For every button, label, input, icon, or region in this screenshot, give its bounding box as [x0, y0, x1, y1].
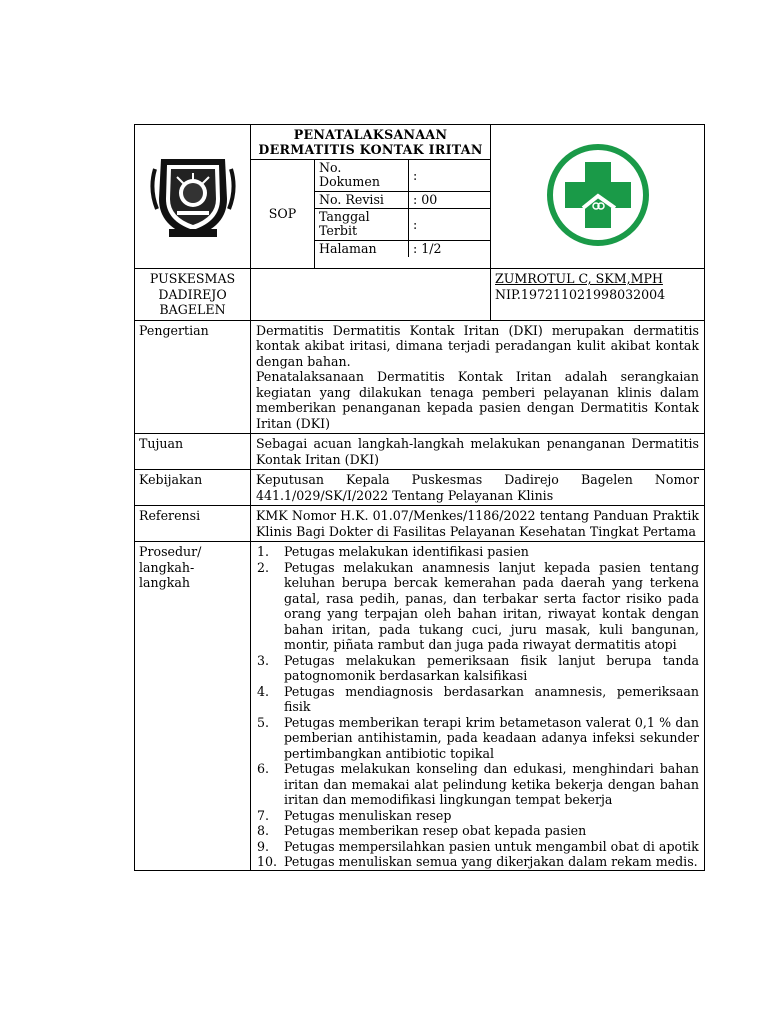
step-number: 4. [257, 683, 270, 699]
prosedur-steps [251, 542, 705, 871]
step-number: 7. [257, 807, 270, 823]
issue-date-label: Tanggal Terbit [315, 209, 409, 241]
list-item [253, 761, 699, 808]
page-value: : 1/2 [409, 241, 491, 258]
sop-table [134, 124, 705, 871]
list-item [253, 715, 699, 762]
green-cross-logo-icon [543, 140, 653, 250]
issue-date-value: : [409, 209, 491, 241]
steps-list [253, 544, 699, 870]
step-number: 5. [257, 714, 270, 730]
step-number: 9. [257, 838, 270, 854]
step-text: Petugas mendiagnosis berdasarkan anamnesis, pemeriksaan fisik [284, 683, 700, 714]
step-text: Petugas memberikan resep obat kepada pasien [284, 823, 587, 838]
revision-label: No. Revisi [315, 192, 409, 209]
coat-of-arms-icon [147, 149, 239, 241]
step-number: 1. [257, 544, 270, 559]
referensi-text: KMK Nomor H.K. 01.07/Menkes/1186/2022 tentang Panduan Praktik Klinis Bagi Dokter di Fasilitas Pelayanan Kesehatan Tingkat Pertama [251, 506, 705, 542]
step-text: Petugas menuliskan resep [284, 807, 452, 823]
signer-nip: NIP.197211021998032004 [495, 286, 666, 302]
kebijakan-text: Keputusan Kepala Puskesmas Dadirejo Bagelen Nomor 441.1/029/SK/I/2022 Tentang Pelayanan Klinis [251, 470, 705, 506]
pengertian-label: Pengertian [135, 320, 251, 434]
step-text: Petugas melakukan pemeriksaan fisik lanjut berupa tanda patognomonik berdasarkan kalsifikasi [284, 652, 700, 683]
step-text: Petugas memberikan terapi krim betametason valerat 0,1 % dan pemberian antihistamin, pada keadaan adanya infeksi sekunder pertimbangkan antibiotic topikal [284, 714, 700, 761]
doc-number-label: No. Dokumen [315, 160, 409, 192]
left-logo-cell [135, 125, 251, 269]
pengertian-paragraph-1: Dermatitis Dermatitis Kontak Iritan (DKI) merupakan dermatitis kontak akibat iritasi, dimana terjadi peradangan kulit akibat kontak dengan bahan. [256, 322, 700, 369]
list-item [253, 684, 699, 715]
list-item [253, 839, 699, 855]
sop-label: SOP [251, 160, 315, 269]
blank-cell [251, 269, 491, 321]
referensi-label: Referensi [135, 506, 251, 542]
list-item [253, 560, 699, 653]
prosedur-label: Prosedur/ langkah-langkah [135, 542, 251, 871]
document-info-table [315, 160, 490, 257]
institution-name: PUSKESMAS DADIREJO BAGELEN [135, 269, 251, 321]
step-number: 8. [257, 823, 270, 838]
sop-document [134, 124, 704, 871]
step-number: 2. [257, 559, 270, 575]
step-text: Petugas mempersilahkan pasien untuk mengambil obat di apotik [284, 838, 699, 854]
step-text: Petugas menuliskan semua yang dikerjakan dalam rekam medis. [284, 854, 698, 869]
step-text: Petugas melakukan anamnesis lanjut kepada pasien tentang keluhan berupa bercak kemerahan pada daerah yang terkena gatal, rasa pedih, panas, dan terbakar serta factor risiko pada orang yang terpajan oleh bahan iritan, riwayat kontak dengan bahan iritan, pada tukang cuci, juru masak, kuli bangunan, montir, piñata rambut dan juga pada riwayat dermatitis atopi [284, 559, 700, 652]
step-number: 6. [257, 761, 270, 776]
revision-value: : 00 [409, 192, 491, 209]
document-info-cell [315, 160, 491, 269]
list-item [253, 808, 699, 824]
right-logo-cell [491, 125, 705, 269]
list-item [253, 544, 699, 560]
doc-number-value: : [409, 160, 491, 192]
signer-name: ZUMROTUL C, SKM,MPH [495, 271, 663, 286]
step-number: 3. [257, 652, 270, 668]
step-text: Petugas melakukan konseling dan edukasi, menghindari bahan iritan dan memakai alat pelindung ketika bekerja dengan bahan iritan dan memodifikasi lingkungan tempat bekerja [284, 761, 700, 807]
page-label: Halaman [315, 241, 409, 258]
list-item [253, 854, 699, 870]
document-title: PENATALAKSANAAN DERMATITIS KONTAK IRITAN [251, 125, 491, 160]
pengertian-paragraph-2: Penatalaksanaan Dermatitis Kontak Iritan adalah serangkaian kegiatan yang dilakukan tenaga pemberi pelayanan klinis dalam memberikan penanganan kepada pasien dengan Dermatitis Kontak Iritan (DKI) [256, 369, 700, 431]
tujuan-label: Tujuan [135, 434, 251, 470]
step-number: 10. [257, 854, 278, 869]
signer-cell [491, 269, 705, 321]
pengertian-text [251, 320, 705, 434]
list-item [253, 823, 699, 839]
list-item [253, 653, 699, 684]
tujuan-text: Sebagai acuan langkah-langkah melakukan penanganan Dermatitis Kontak Iritan (DKI) [251, 434, 705, 470]
kebijakan-label: Kebijakan [135, 470, 251, 506]
step-text: Petugas melakukan identifikasi pasien [284, 544, 529, 559]
